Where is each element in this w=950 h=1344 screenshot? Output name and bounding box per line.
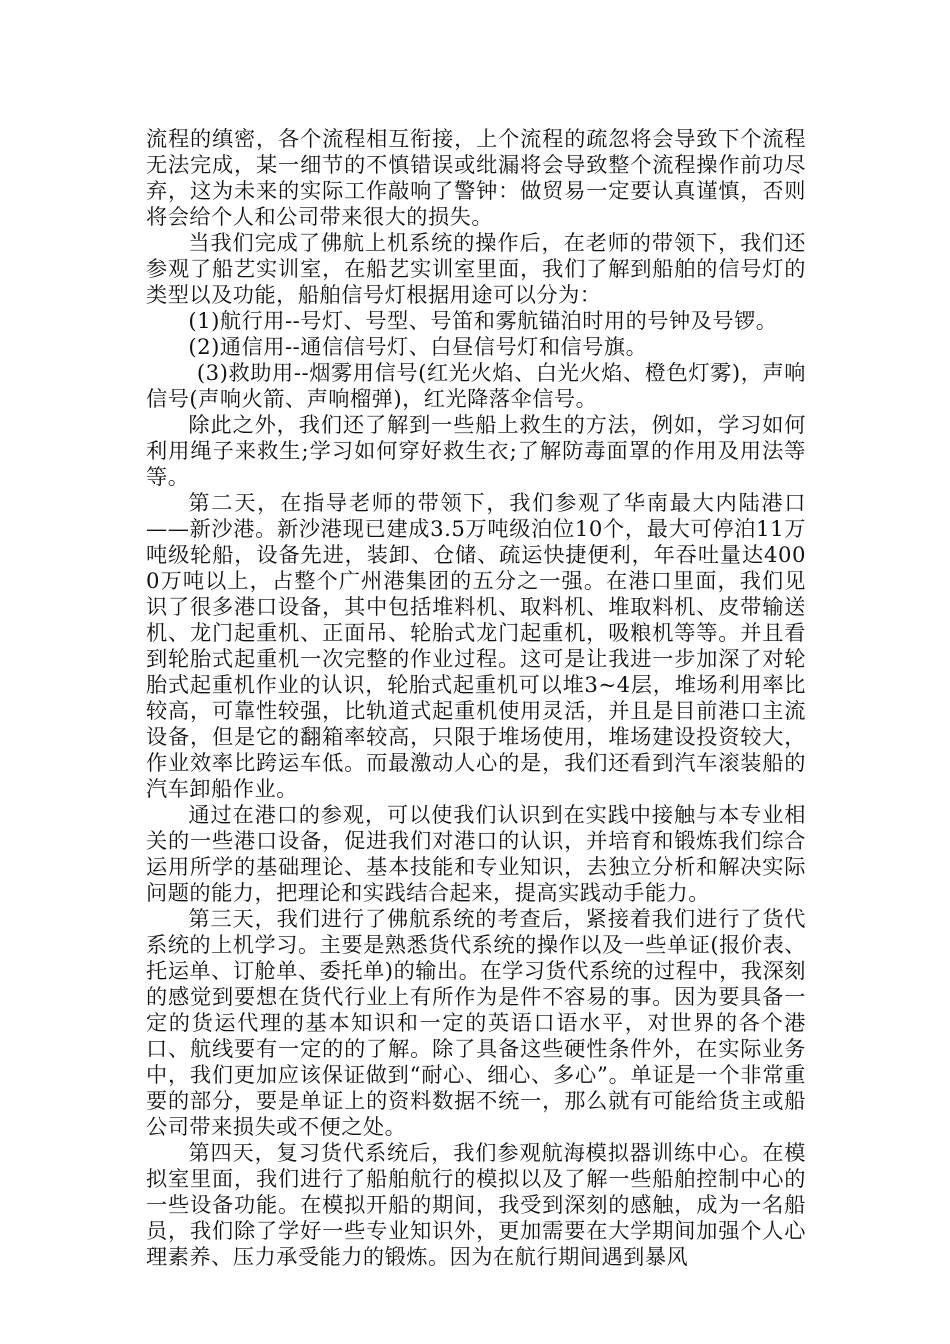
list-item-communication: (2)通信用--通信信号灯、白昼信号灯和信号旗。	[188, 334, 648, 359]
paragraph-day-three: 第三天，我们进行了佛航系统的考查后，紧接着我们进行了货代系统的上机学习。主要是熟悉货代系统的操作以及一些单证(报价表、托运单、订舱单、委托单)的输出。在学习货代系统的过程中，我深刻的感觉到要想在货代行业上有所作为是件不容易的事。因为要具备一定的货运代理的基本知识和一定的英语口语水平，对世界的各个港口、航线要有一定的的了解。除了具备这些硬性条件外，在实际业务中，我们更加应该保证做到“耐心、细心、多心”。单证是一个非常重要的部分，要是单证上的资料数据不统一，那么就有可能给货主或船公司带来损失或不便之处。	[146, 906, 806, 1139]
paragraph-signal-lights-intro: 当我们完成了佛航上机系统的操作后，在老师的带领下，我们还参观了船艺实训室，在船艺实训室里面，我们了解到船舶的信号灯的类型以及功能，船舶信号灯根据用途可以分为：	[146, 230, 806, 307]
paragraph-continuation: 流程的缜密，各个流程相互衔接，上个流程的疏忽将会导致下个流程无法完成，某一细节的不慎错误或纰漏将会导致整个流程操作前功尽弃，这为未来的实际工作敲响了警钟：做贸易一定要认真谨慎，否则将会给个人和公司带来很大的损失。	[146, 126, 806, 229]
list-item-navigation: (1)航行用--号灯、号型、号笛和雾航锚泊时用的号钟及号锣。	[188, 308, 778, 333]
document-page	[146, 126, 806, 1270]
paragraph-day-four: 第四天，复习货代系统后，我们参观航海模拟器训练中心。在模拟室里面，我们进行了船舶航行的模拟以及了解一些船舶控制中心的一些设备功能。在模拟开船的期间，我受到深刻的感触，成为一名船员，我们除了学好一些专业知识外，更加需要在大学期间加强个人心理素养、压力承受能力的锻炼。因为在航行期间遇到暴风	[146, 1140, 806, 1269]
list-item-rescue: (3)救助用--烟雾用信号(红光火焰、白光火焰、橙色灯雾)，声响信号(声响火箭、声响榴弹)，红光降落伞信号。	[146, 360, 806, 411]
paragraph-day-two: 第二天，在指导老师的带领下，我们参观了华南最大内陆港口——新沙港。新沙港现已建成3.5万吨级泊位10个，最大可停泊11万吨级轮船，设备先进，装卸、仓储、疏运快捷便利，年吞吐量达4000万吨以上，占整个广州港集团的五分之一强。在港口里面，我们见识了很多港口设备，其中包括堆料机、取料机、堆取料机、皮带输送机、龙门起重机、正面吊、轮胎式龙门起重机，吸粮机等等。并且看到轮胎式起重机一次完整的作业过程。这可是让我进一步加深了对轮胎式起重机作业的认识，轮胎式起重机可以堆3~4层，堆场利用率比较高，可靠性较强，比轨道式起重机使用灵活，并且是目前港口主流设备，但是它的翻箱率较高，只限于堆场使用，堆场建设投资较大，作业效率比跨运车低。而最激动人心的是，我们还看到汽车滚装船的汽车卸船作业。	[146, 490, 806, 801]
paragraph-port-visit-reflection: 通过在港口的参观，可以使我们认识到在实践中接触与本专业相关的一些港口设备，促进我们对港口的认识，并培育和锻炼我们综合运用所学的基础理论、基本技能和专业知识，去独立分析和解决实际问题的能力，把理论和实践结合起来，提高实践动手能力。	[146, 802, 806, 905]
paragraph-lifesaving: 除此之外，我们还了解到一些船上救生的方法，例如，学习如何利用绳子来救生;学习如何穿好救生衣;了解防毒面罩的作用及用法等等。	[146, 412, 806, 489]
